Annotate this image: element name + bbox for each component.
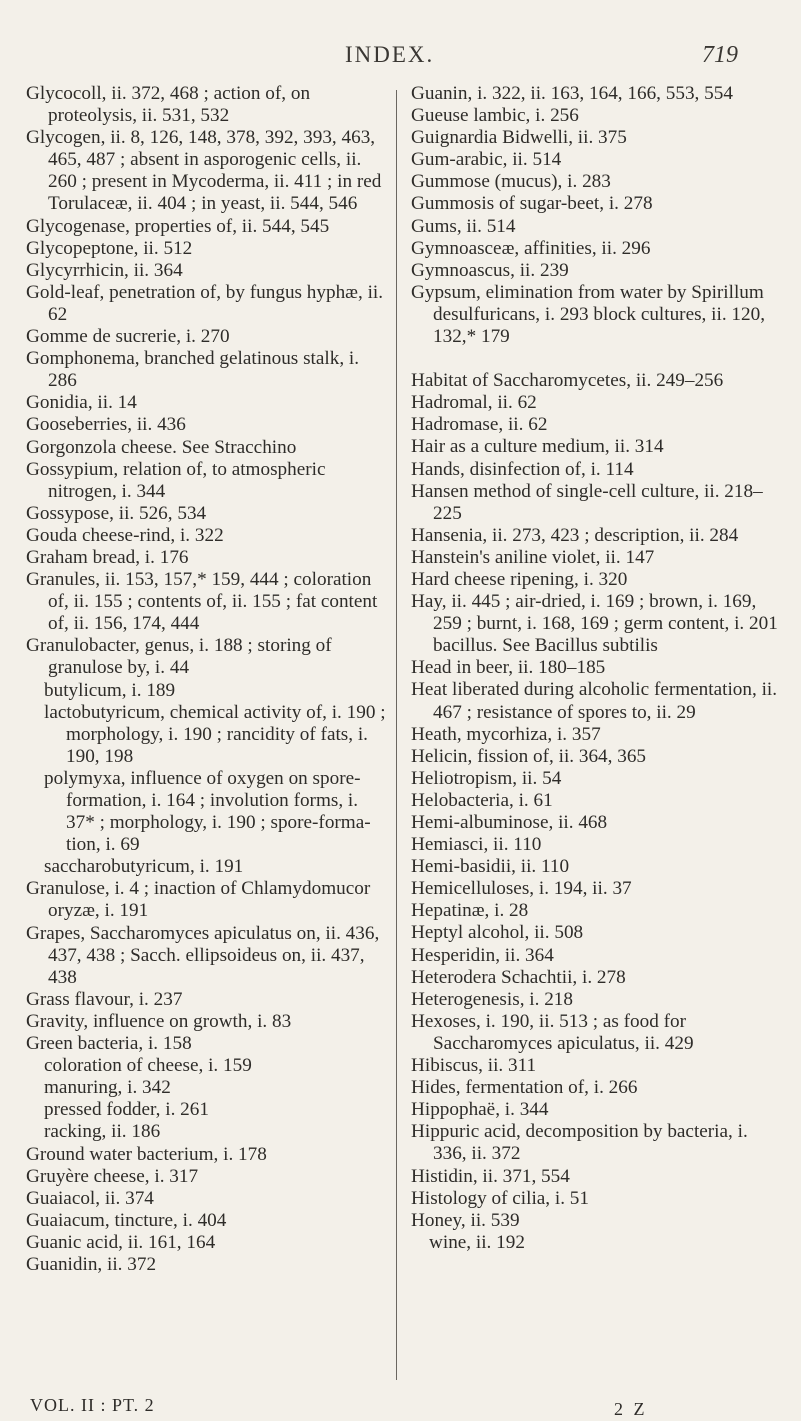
column-divider (396, 90, 397, 1380)
index-subentry: coloration of cheese, i. 159 (44, 1055, 252, 1077)
index-entry: Heptyl alcohol, ii. 508 (411, 922, 584, 944)
index-entry: Gomme de sucrerie, i. 270 (26, 326, 230, 348)
index-entry: Gossypose, ii. 526, 534 (26, 502, 207, 524)
index-entry: Guanidin, ii. 372 (26, 1253, 157, 1275)
index-entry: Hansenia, ii. 273, 423 ; description, ii. 284 (411, 524, 739, 546)
index-entry: Guanin, i. 322, ii. 163, 164, 166, 553, 554 (411, 83, 733, 104)
index-entry: Glycocoll, ii. 372, 468 ; action of, on proteolysis, ii. 531, 532 (26, 83, 311, 127)
index-entry: Gum-arabic, ii. 514 (411, 149, 562, 171)
index-entry: Gymnoasceæ, affinities, ii. 296 (411, 237, 651, 259)
index-entry: Gossypium, relation of, to atmospheric nitrogen, i. 344 (26, 458, 326, 502)
index-entry: Habitat of Saccharomycetes, ii. 249–256 (411, 370, 724, 392)
index-entry: Helobacteria, i. 61 (411, 789, 553, 811)
index-entry: Heath, mycorhiza, i. 357 (411, 723, 601, 745)
index-entry: Gonidia, ii. 14 (26, 392, 137, 414)
index-entry: Hepatinæ, i. 28 (411, 900, 529, 922)
index-entry: Glycyrrhicin, ii. 364 (26, 259, 183, 281)
signature-mark: 2 Z (614, 1399, 648, 1419)
index-entry: Hesperidin, ii. 364 (411, 944, 554, 966)
index-entry: Ground water bacterium, i. 178 (26, 1143, 267, 1165)
index-subentry: pressed fodder, i. 261 (44, 1099, 209, 1121)
index-entry: Gomphonema, branched gelatinous stalk, i. 286 (26, 348, 360, 392)
index-entry: Hemi-albuminose, ii. 468 (411, 812, 608, 833)
index-subentry: polymyxa, influence of oxygen on spore-formation, i. 164 ; involution forms, i. 37* ; morphology, i. 190 ; spore-formation, i. 69 (44, 767, 371, 856)
index-entry: Guanic acid, ii. 161, 164 (26, 1231, 216, 1253)
index-entry: Hexoses, i. 190, ii. 513 ; as food for Saccharomyces apiculatus, ii. 429 (411, 1010, 694, 1054)
index-entry: Gravity, influence on growth, i. 83 (26, 1010, 292, 1032)
index-entry: Hemi-basidii, ii. 110 (411, 856, 570, 878)
index-subentry: lactobutyricum, chemical activity of, i. 190 ; morphology, i. 190 ; rancidity of fats, i. 190, 198 (44, 701, 386, 767)
index-entry: Heterodera Schachtii, i. 278 (411, 966, 626, 988)
index-entry: Granules, ii. 153, 157,* 159, 444 ; coloration of, ii. 155 ; contents of, ii. 155 ; fat content of, ii. 156, 174, 444 (26, 569, 378, 635)
index-entry: Hemicelluloses, i. 194, ii. 37 (411, 878, 632, 900)
index-column-right (411, 83, 781, 1254)
index-entry: Helicin, fission of, ii. 364, 365 (411, 745, 647, 767)
index-column-left (26, 83, 386, 1276)
index-entry: Heterogenesis, i. 218 (411, 988, 573, 1010)
index-entry: Grass flavour, i. 237 (26, 988, 183, 1010)
index-entry: Hay, ii. 445 ; air-dried, i. 169 ; brown, i. 169, 259 ; burnt, i. 168, 169 ; germ content, i. 201 bacillus. See Bacillus subtilis (411, 591, 778, 657)
index-subentry: butylicum, i. 189 (44, 679, 176, 701)
index-entry: Granulobacter, genus, i. 188 ; storing of granulose by, i. 44 (26, 635, 332, 679)
index-entry: Heliotropism, ii. 54 (411, 767, 562, 789)
index-subentry: wine, ii. 192 (429, 1231, 525, 1253)
index-entry: Histidin, ii. 371, 554 (411, 1165, 570, 1187)
index-entry: Gold-leaf, penetration of, by fungus hyphæ, ii. 62 (26, 281, 384, 325)
page-header (0, 0, 801, 80)
index-entry: Gymnoascus, ii. 239 (411, 259, 569, 281)
index-entry: Hides, fermentation of, i. 266 (411, 1077, 638, 1099)
index-entry: Gums, ii. 514 (411, 215, 516, 237)
index-entry: Hair as a culture medium, ii. 314 (411, 436, 664, 458)
page-number: 719 (702, 42, 738, 68)
index-entry: Glycopeptone, ii. 512 (26, 237, 193, 259)
index-subentry: racking, ii. 186 (44, 1121, 161, 1143)
index-entry: Guaiacum, tincture, i. 404 (26, 1209, 227, 1231)
index-entry: Hemiasci, ii. 110 (411, 834, 542, 856)
index-entry: Gouda cheese-rind, i. 322 (26, 524, 224, 546)
index-entry: Gorgonzola cheese. See Stracchino (26, 436, 297, 458)
index-entry: Histology of cilia, i. 51 (411, 1187, 589, 1209)
index-entry: Hippuric acid, decomposition by bacteria, i. 336, ii. 372 (411, 1121, 748, 1165)
index-entry: Gypsum, elimination from water by Spirillum desulfuricans, i. 293 block cultures, ii. 120, 132,* 179 (411, 281, 765, 348)
index-entry: Granulose, i. 4 ; inaction of Chlamydomucor oryzæ, i. 191 (26, 878, 371, 922)
index-entry: Head in beer, ii. 180–185 (411, 657, 606, 679)
index-entry: Gummose (mucus), i. 283 (411, 171, 611, 193)
index-entry: Hadromase, ii. 62 (411, 414, 548, 436)
index-entry: Hippophaë, i. 344 (411, 1099, 549, 1121)
index-entry: Hibiscus, ii. 311 (411, 1055, 537, 1077)
index-entry: Graham bread, i. 176 (26, 546, 189, 568)
index-entry: Glycogen, ii. 8, 126, 148, 378, 392, 393, 463, 465, 487 ; absent in asporogenic cells, ii. 260 ; present in Mycoderma, ii. 411 ; in red Torulaceæ, ii. 404 ; in yeast, ii. 544, 546 (26, 127, 382, 215)
index-entry: Gruyère cheese, i. 317 (26, 1165, 199, 1187)
index-entry: Hard cheese ripening, i. 320 (411, 568, 628, 590)
index-entry: Guignardia Bidwelli, ii. 375 (411, 127, 627, 149)
index-entry: Gueuse lambic, i. 256 (411, 105, 579, 127)
index-entry: Hanstein's aniline violet, ii. 147 (411, 546, 655, 568)
index-entry: Grapes, Saccharomyces apiculatus on, ii. 436, 437, 438 ; Sacch. ellipsoideus on, ii. 437, 438 (26, 922, 380, 988)
index-entry: Honey, ii. 539 (411, 1209, 520, 1231)
index-subentry: manuring, i. 342 (44, 1077, 171, 1099)
index-entry: Hadromal, ii. 62 (411, 392, 537, 414)
index-entry: Glycogenase, properties of, ii. 544, 545 (26, 215, 330, 237)
running-title: INDEX. (345, 42, 435, 67)
index-entry: Gummosis of sugar-beet, i. 278 (411, 193, 653, 215)
volume-footer: VOL. II : PT. 2 (30, 1395, 155, 1415)
index-subentry: saccharobutyricum, i. 191 (44, 856, 244, 878)
index-entry: Guaiacol, ii. 374 (26, 1187, 154, 1209)
index-entry: Hansen method of single-cell culture, ii. 218–225 (411, 480, 763, 524)
index-entry: Green bacteria, i. 158 (26, 1033, 192, 1055)
index-entry: Heat liberated during alcoholic fermentation, ii. 467 ; resistance of spores to, ii. 29 (411, 679, 778, 723)
index-entry: Gooseberries, ii. 436 (26, 414, 186, 436)
index-entry: Hands, disinfection of, i. 114 (411, 458, 634, 480)
